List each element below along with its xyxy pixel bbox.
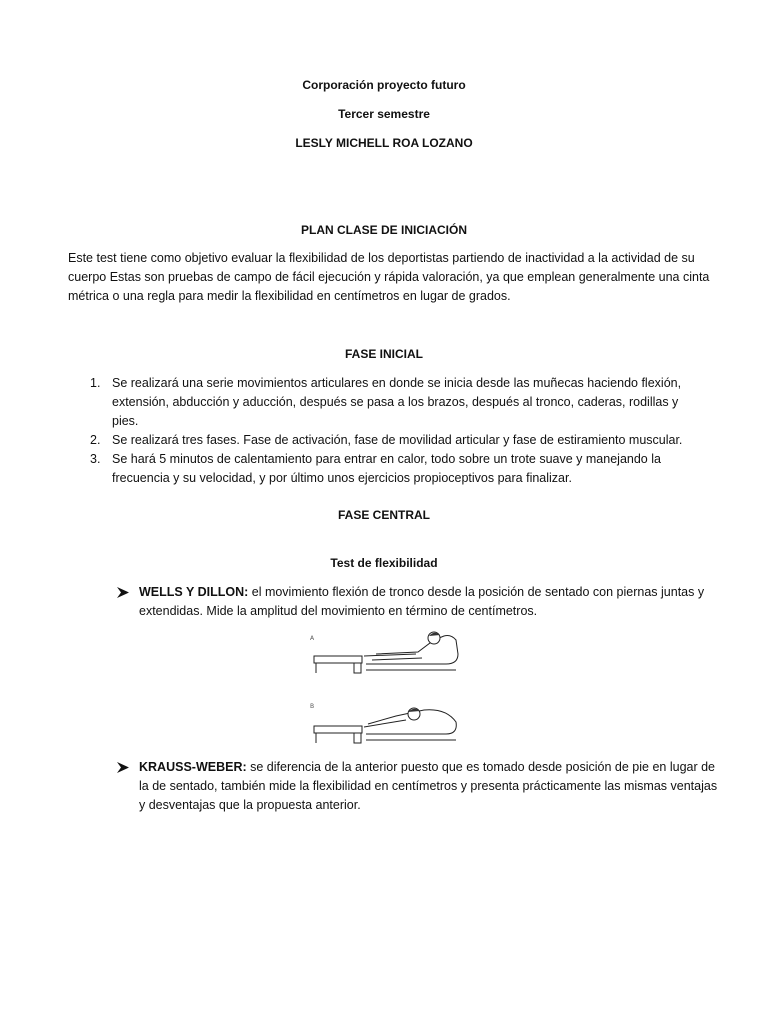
list-item — [68, 758, 724, 815]
list-item — [68, 431, 708, 450]
list-number: 3. — [90, 452, 101, 466]
test-term: WELLS Y DILLON: — [139, 585, 249, 599]
test-subtitle: Test de flexibilidad — [330, 556, 438, 570]
fase-inicial-heading: FASE INICIAL — [344, 347, 423, 361]
test-list-2 — [68, 758, 724, 815]
institution-name: Corporación proyecto futuro — [302, 78, 466, 92]
figure-label-b: B — [310, 703, 315, 710]
list-item-text: Se hará 5 minutos de calentamiento para entrar en calor, todo sobre un trote suave y manejando la frecuencia y su velocidad, y por último unos ejercicios propioceptivos para finalizar. — [112, 452, 661, 485]
list-item — [68, 583, 724, 621]
list-number: 1. — [90, 376, 101, 390]
list-item-text: Se realizará tres fases. Fase de activación, fase de movilidad articular y fase de estiramiento muscular. — [112, 433, 683, 447]
sit-and-reach-illustration — [306, 630, 466, 682]
arrow-bullet-icon — [116, 761, 130, 774]
list-item — [68, 450, 708, 488]
test-list-1 — [68, 583, 724, 621]
arrow-bullet-icon — [116, 586, 130, 599]
list-item-text: Se realizará una serie movimientos articulares en donde se inicia desde las muñecas haciendo flexión, extensión, abducción y aducción, después se pasa a los brazos, después al tronco, caderas, rodillas y pies. — [112, 376, 682, 428]
list-item — [68, 374, 708, 431]
sit-and-reach-illustration — [306, 700, 466, 750]
fase-inicial-list — [68, 374, 708, 488]
author-name: LESLY MICHELL ROA LOZANO — [295, 136, 473, 150]
intro-paragraph: Este test tiene como objetivo evaluar la flexibilidad de los deportistas partiendo de inactividad a la actividad de su cuerpo Estas son pruebas de campo de fácil ejecución y rápida valoración, ya que emplean generalmente una cinta métrica o una regla para medir la flexibilidad en centímetros en lugar de grados. — [68, 251, 710, 303]
test-term: KRAUSS-WEBER: — [139, 760, 247, 774]
list-number: 2. — [90, 433, 101, 447]
fase-central-heading: FASE CENTRAL — [337, 508, 430, 522]
test-description: se diferencia de la anterior puesto que es tomado desde posición de pie en lugar de la de sentado, también mide la flexibilidad en centímetros y presenta prácticamente las mismas ventajas y desventajas que la propuesta anterior. — [139, 760, 718, 812]
plan-title: PLAN CLASE DE INICIACIÓN — [300, 223, 467, 237]
semester-label: Tercer semestre — [338, 107, 430, 121]
test-description: el movimiento flexión de tronco desde la posición de sentado con piernas juntas y extendidas. Mide la amplitud del movimiento en término de centímetros. — [139, 585, 705, 618]
figure-label-a: A — [310, 635, 315, 642]
